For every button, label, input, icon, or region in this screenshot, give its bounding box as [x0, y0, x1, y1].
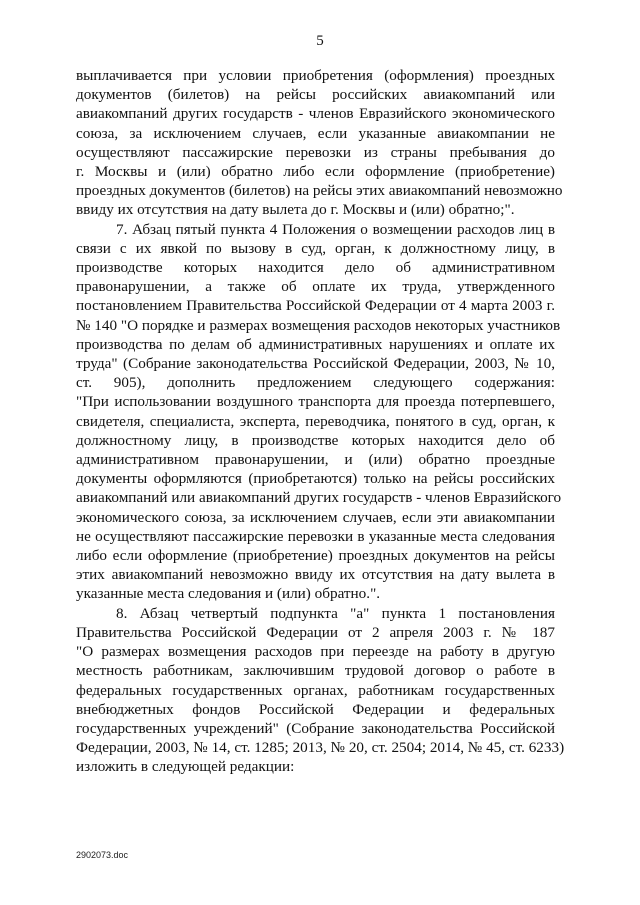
text-line: союза, за исключением случаев, если указанные авиакомпании не	[76, 124, 555, 142]
text-line: местность работникам, заключившим трудовой договор о работе в	[76, 662, 555, 680]
text-line: указанные места следования и (или) обратно.".	[76, 585, 381, 603]
text-line: экономического союза, за исключением случаев, если эти авиакомпании	[76, 508, 555, 526]
text-line: авиакомпаний других государств - членов Евразийского экономического	[76, 105, 555, 123]
text-line: производства по делам об административных нарушениях и оплате их	[76, 335, 555, 353]
document-body	[76, 66, 565, 777]
text-line: ввиду их отсутствия на дату вылета до г. Москвы и (или) обратно;".	[76, 201, 515, 219]
text-line: осуществляют пассажирские перевозки из страны пребывания до	[76, 143, 555, 161]
text-line: "О размерах возмещения расходов при переезде на работу в другую	[76, 643, 555, 661]
text-line: Правительства Российской Федерации от 2 апреля 2003 г. № 187	[76, 623, 555, 641]
text-line: административном правонарушении, и (или) обратно проездные	[76, 451, 555, 469]
paragraph	[76, 220, 562, 604]
text-line: "При использовании воздушного транспорта для проезда потерпевшего,	[76, 393, 555, 411]
text-line: правонарушении, а также об оплате их труда, утвержденного	[76, 278, 555, 296]
text-line: 8. Абзац четвертый подпункта "а" пункта 1 постановления	[116, 604, 555, 622]
document-footer-filename: 2902073.doc	[76, 850, 129, 860]
text-line: постановлением Правительства Российской Федерации от 4 марта 2003 г.	[76, 297, 555, 315]
text-line: г. Москвы и (или) обратно либо если оформление (приобретение)	[76, 163, 555, 181]
paragraph	[76, 604, 565, 777]
text-line: внебюджетных фондов Российской Федерации и федеральных	[76, 700, 555, 718]
text-line: авиакомпаний или авиакомпаний других государств - членов Евразийского	[76, 489, 562, 507]
text-line: проездных документов (билетов) на рейсы этих авиакомпаний невозможно	[76, 182, 563, 200]
text-line: производстве которых находится дело об административном	[76, 259, 555, 277]
text-line: труда" (Собрание законодательства Российской Федерации, 2003, № 10,	[76, 355, 555, 373]
text-line: изложить в следующей редакции:	[76, 758, 295, 776]
paragraph	[76, 66, 563, 220]
text-line: этих авиакомпаний невозможно ввиду их отсутствия на дату вылета в	[76, 566, 555, 584]
text-line: 7. Абзац пятый пункта 4 Положения о возмещении расходов лиц в	[116, 220, 555, 238]
text-line: либо если оформление (приобретение) проездных документов на рейсы	[76, 547, 555, 565]
page-number: 5	[316, 33, 324, 49]
text-line: выплачивается при условии приобретения (оформления) проездных	[76, 67, 555, 84]
text-line: документов (билетов) на рейсы российских авиакомпаний или	[76, 86, 555, 104]
text-line: государственных учреждений" (Собрание законодательства Российской	[76, 719, 555, 737]
text-line: не осуществляют пассажирские перевозки в указанные места следования	[76, 527, 555, 545]
text-line: Федерации, 2003, № 14, ст. 1285; 2013, № 20, ст. 2504; 2014, № 45, ст. 6233)	[76, 739, 565, 757]
text-line: свидетеля, специалиста, эксперта, переводчика, понятого в суд, орган, к	[76, 412, 555, 430]
text-line: ст. 905), дополнить предложением следующего содержания:	[76, 374, 555, 392]
text-line: связи с их явкой по вызову в суд, орган, к должностному лицу, в	[76, 239, 555, 257]
text-line: должностному лицу, в производстве которых находится дело об	[76, 431, 555, 449]
text-line: федеральных государственных органах, работникам государственных	[76, 681, 555, 699]
text-line: документы оформляются (приобретаются) только на рейсы российских	[76, 470, 555, 488]
text-line: № 140 "О порядке и размерах возмещения расходов некоторых участников	[76, 316, 561, 334]
